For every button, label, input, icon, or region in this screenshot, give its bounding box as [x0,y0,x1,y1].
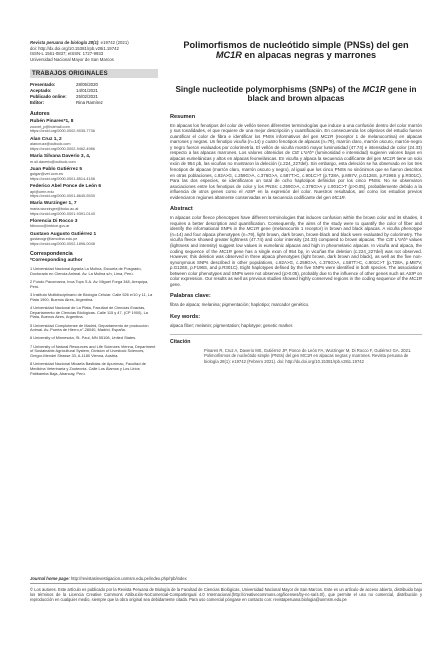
date-key: Publicado online: [30,93,67,99]
correspondence-heading: Correspondencia [30,251,73,258]
date-row [30,100,158,106]
author-contact[interactable]: https://orcid.org/0000-0002-9462-4986 [30,146,95,151]
journal-info [30,40,158,62]
author-name: Florencia Di Rocco 3 [30,218,78,224]
author-contact[interactable]: gustavogr@lamolina.edu.pe [30,237,78,242]
section-label: TRABAJOS ORIGINALES [30,69,158,78]
author-contact[interactable]: zoovet_p@hotmail.com [30,124,70,129]
title-spanish: Polimorfismos de nucleótido simple (PNSs) del gen MC1R en alpacas negras y marrones [183,40,409,61]
author-contact[interactable]: https://orcid.org/0000-0001-8514-4158 [30,176,95,181]
affiliation: 2 Fundo Pacomarca, Inca Tops S.A. Av. Miguel Forga 348, Arequipa, Perú. [30,278,149,289]
author-contact[interactable]: https://orcid.org/0000-0001-8645-553X [30,194,96,199]
author-contact[interactable]: fdirocco@imbice.gov.ar [30,224,70,229]
authors-list [30,119,158,246]
keywords-heading: Key words: [170,313,201,320]
journal-issn: ISSN-L 1561-0837; eISSN: 1727-9933 [30,51,104,57]
author-contact[interactable]: gutgar@vet.ucm.es [30,172,63,177]
journal-publisher: Universidad Nacional Mayor de San Marcos [30,56,114,62]
author-entry [30,154,158,164]
affiliations-list [30,267,158,377]
palabras-text: fibra de alpaca; melanina; pigmentación; haplotipo; marcador genético. [170,302,310,308]
corresponding-author-note: *Corresponding author [30,258,83,264]
journal-volume: : e19742 (2021) [98,40,129,45]
date-key: Presentado: [30,82,56,88]
author-contact[interactable]: https://orcid.org/0000-0002-9035-7736 [30,129,95,134]
affiliation: 7 University of Natural Resources and Life Sciences Vienna, Department of Sustainable Agricultural System, Division of Livestock Sciences, Gregor-Mendel Strasse 33, A-1180 Vienna, Austria. [30,343,156,359]
keywords-text: alpaca fiber; melanin; pigmentation; haplotype; genetic marker. [170,322,294,328]
dates-block [30,82,158,105]
author-name: María Wurzinger 1, 7 [30,201,77,207]
citation-heading: Citación [170,339,191,346]
homepage-label: Journal home page: [30,576,70,581]
left-sidebar [30,40,158,377]
date-key: Editor: [30,99,45,105]
affiliation: 3 Instituto Multidisciplinario de Biología Celular. Calle 526 e/10 y 11, La Plata 1900, Buenos Aires, Argentina. [30,291,153,302]
date-value: 14/01/2021 [76,88,98,94]
author-entry [30,201,158,216]
date-key: Aceptado: [30,88,52,94]
affiliation: 5 Universidad Complutense de Madrid, Departamento de producción Animal. Av. Puerta de Hierro,n°.28040, Madrid, España. [30,322,149,333]
author-name: Gustavo Augusto Gutiérrez 1 [30,231,97,237]
author-name: Federico Abel Ponce de León 6 [30,184,101,190]
journal-name: Revista peruana de biología 28(1) [30,40,99,45]
author-contact[interactable]: m.sil.daverio@outlook.com [30,159,76,164]
author-entry [30,119,158,134]
homepage-url[interactable]: http://revistasinvestigacion.unmsm.edu.pe/index.php/rpb/index [70,576,187,581]
author-contact[interactable]: alancruzz@outlook.com [30,142,71,147]
journal-homepage [30,576,422,584]
author-name: Rubén Pinares*1, 8 [30,119,74,125]
title-english: Single nucleotide polymorphisms (SNPs) of the MC1R gene in black and brown alpacas [175,84,417,104]
license-text: © Los autores. Este artículo es publicado por la Revista Peruana de Biología de la Facultad de Ciencias Biológicas, Universidad Nacional Mayor de San Marcos. Este es un artículo de acceso abierto, distribuido bajo los términos de la Licencia Creative Commons Atribución-NoComercial-CompartirIgual 4.0 Internacional.(http://creativecommons.org/licenses/by-nc-sa/4.0/), que permite el uso no comercial, distribución y reproducción en cualquier medio, siempre que la obra original sea debidamente citada. Para uso comercial póngase en contacto con: revistaperuana.biologia@unmsm.edu.pe [30,587,422,603]
affiliation: 4 Universidad Nacional de La Plata, Facultad de Ciencias Exactas, Departamento de Ciencias Biológicas. Calle 115 y 47. (CP 1900), La Plata, Buenos Aires, Argentina. [30,304,148,320]
author-name: María Silvana Daverio 3, 4, [30,153,91,159]
affiliation: 6 University of Minnesota, St. Paul, MN 55108, United States. [30,335,137,341]
resumen-heading: Resumen [170,113,196,120]
author-contact[interactable]: https://orcid.org/0000-0001-9391-014X [30,211,96,216]
author-name: Juan Pablo Gutiérrez 5 [30,166,82,172]
author-contact[interactable]: maria.wurzinger@boku.ac.at [30,207,79,212]
date-value: Rina Ramírez [76,99,103,105]
author-entry [30,184,158,199]
author-contact[interactable]: https://orcid.org/0000-0002-1896-0048 [30,241,95,246]
date-value: 28/05/2020 [76,82,98,88]
author-entry [30,219,158,229]
author-entry [30,137,158,152]
abstract-heading: Abstract [170,206,193,213]
journal-doi[interactable]: doi: http://dx.doi.org/10.15381/rpb.v28i1.19742 [30,45,119,51]
main-column [170,40,422,364]
author-entry [30,232,158,247]
authors-heading: Autores [30,110,50,117]
footer [30,576,422,602]
resumen-text: En alpacas los fenotipos del color de vellón tienen diferentes terminologías que induce a una confusión dentro del color marrón y sus tonalidades, el que requiere de una mejor descripción y cuantificación. En consecuencia los objetivos del estudio fueron cuantificar el color de fibra e identificar los PNSs informativos del gen MC1R (receptor 1 de melanocortina) en alpacas marrones y negras. Un fenotipo vicuña (n=14) y cuatro fenotipos de alpacas (n=79), marrón claro, marrón oscuro, marrón-negro y negro fueron evaluados por colorimetría. El vellón de vicuña mostró mayor luminosidad (47.74) e intensidad de color (24.33) respecto a las alpacas marrones. Los valores obtenidos de CIE L*a*b* (luminosidad e intensidad) sugieren valores bajos en alpacas eumelánicas y altos en alpacas feomelánicas. En vicuña y alpaca la secuencia codificante del gen MC1R tiene un solo exón de 954 pb, las vicuñas no mostraron la deleción (c.224_227del). Sin embargo, esta deleción se ha observado en los tres fenotipos de alpacas (marrón claro, marrón oscuro y negro), al igual que los cinco PNSs no sinónimos que se fueron descritos en otras poblaciones, c.82A>G, c.259G>A, c.376G>A, c.587T>C, c.901C>T (p.T28A, p.M87V, p.G126S, p.F196S y p.R301C). Para las dos especies, se identificaron un total de ocho haplotipos definidos por los cinco PNSs. No se observaron asociaciones entre los fenotipos de color y los PNSs: c.259G>A, c.376G>A y c.901C>T (p>0.05), probablemente debido a la influencia de otros genes como el ASIP en la expresión del color. Nuestros resultados, así como los estudios previos evidenciaron regiones altamente conservadas en la secuencia codificante del gen MC1R. [170,122,423,200]
author-contact[interactable]: apl@umn.edu [30,189,54,194]
author-entry [30,167,158,182]
divider [170,334,422,335]
affiliation: 1 Universidad Nacional Agraria La Molina, Escuela de Posgrado, Doctorado en Ciencia Animal. Av. La Molina s/n, Lima, Perú. [30,265,142,276]
palabras-heading: Palabras clave: [170,293,211,300]
affiliation: 8 Universidad Nacional Micaela Bastidas de Apurímac, Facultad de Medicina Veterinaria y Zootecnia. Calle Los Álamos y Los Lirios Patibamba Baja, Abancay, Perú. [30,361,146,377]
author-name: Alan Cruz 1, 2 [30,136,62,142]
date-value: 25/02/2021 [76,93,98,99]
abstract-text: In alpacas color fleece phenotypes have different terminologies that induces confusion within the brown color and its shades, it requires a better description and quantification. Consequently, the aims of the study were to quantify the color of fiber and identify the informational SNPs in the MC1R gene (melanocortin 1 receptor) in brown and black alpacas. A vicuña phenotype (n=14) and four alpaca phenotypes (n=79), light brown, dark brown, brown-black and black were evaluated by colorimetry. The vicuña fleece showed greater lightness (47.74) and color intensity (24.33) compared to brown alpacas. The CIE L*a*b* values (lightness and intensity) suggest low values in eumelanic alpacas and high in pheomelanic alpacas. In vicuña and alpaca, the coding sequence of the MC1R gene has a single exon of 954 bp, in vicuñas the deletion (c.224_227del) was not observed. However, this deletion was observed in three alpaca phenotypes (light brown, dark brown and black), as well as the five non-synonymous SNPs described in other populations, c.82A>G, c.259G>A, c.376G>A, c.587T>C, c.901C>T (p.T28A, p.M87V, p.G126S, p.F196S, and p.R301C). Eight haplotypes defined by the five SNPs were identified in both species. The associations between color phenotypes and SNPs were not observed (p>0.05), probably due to the influence of other genes such as ASIP on color expression. Our results as well as previous studies showed highly conserved regions in the coding sequence of the MC1R gene. [170,215,423,287]
citation-text: Pinares R, Cruz A, Daverio MS, Gutiérrez JP, Ponce de León FA, Wurzinger M, Di Rocco F, Gutiérrez GA. 2021. Polimorfismos de nucleótido simple (PNSs) del gen MC1R en alpacas negras y marrones. Revista peruana de biología 28(1): e19742 (Febrero 2021). doi: http://dx.doi.org/10.15381/rpb.v28i1.19742 [204,348,412,364]
